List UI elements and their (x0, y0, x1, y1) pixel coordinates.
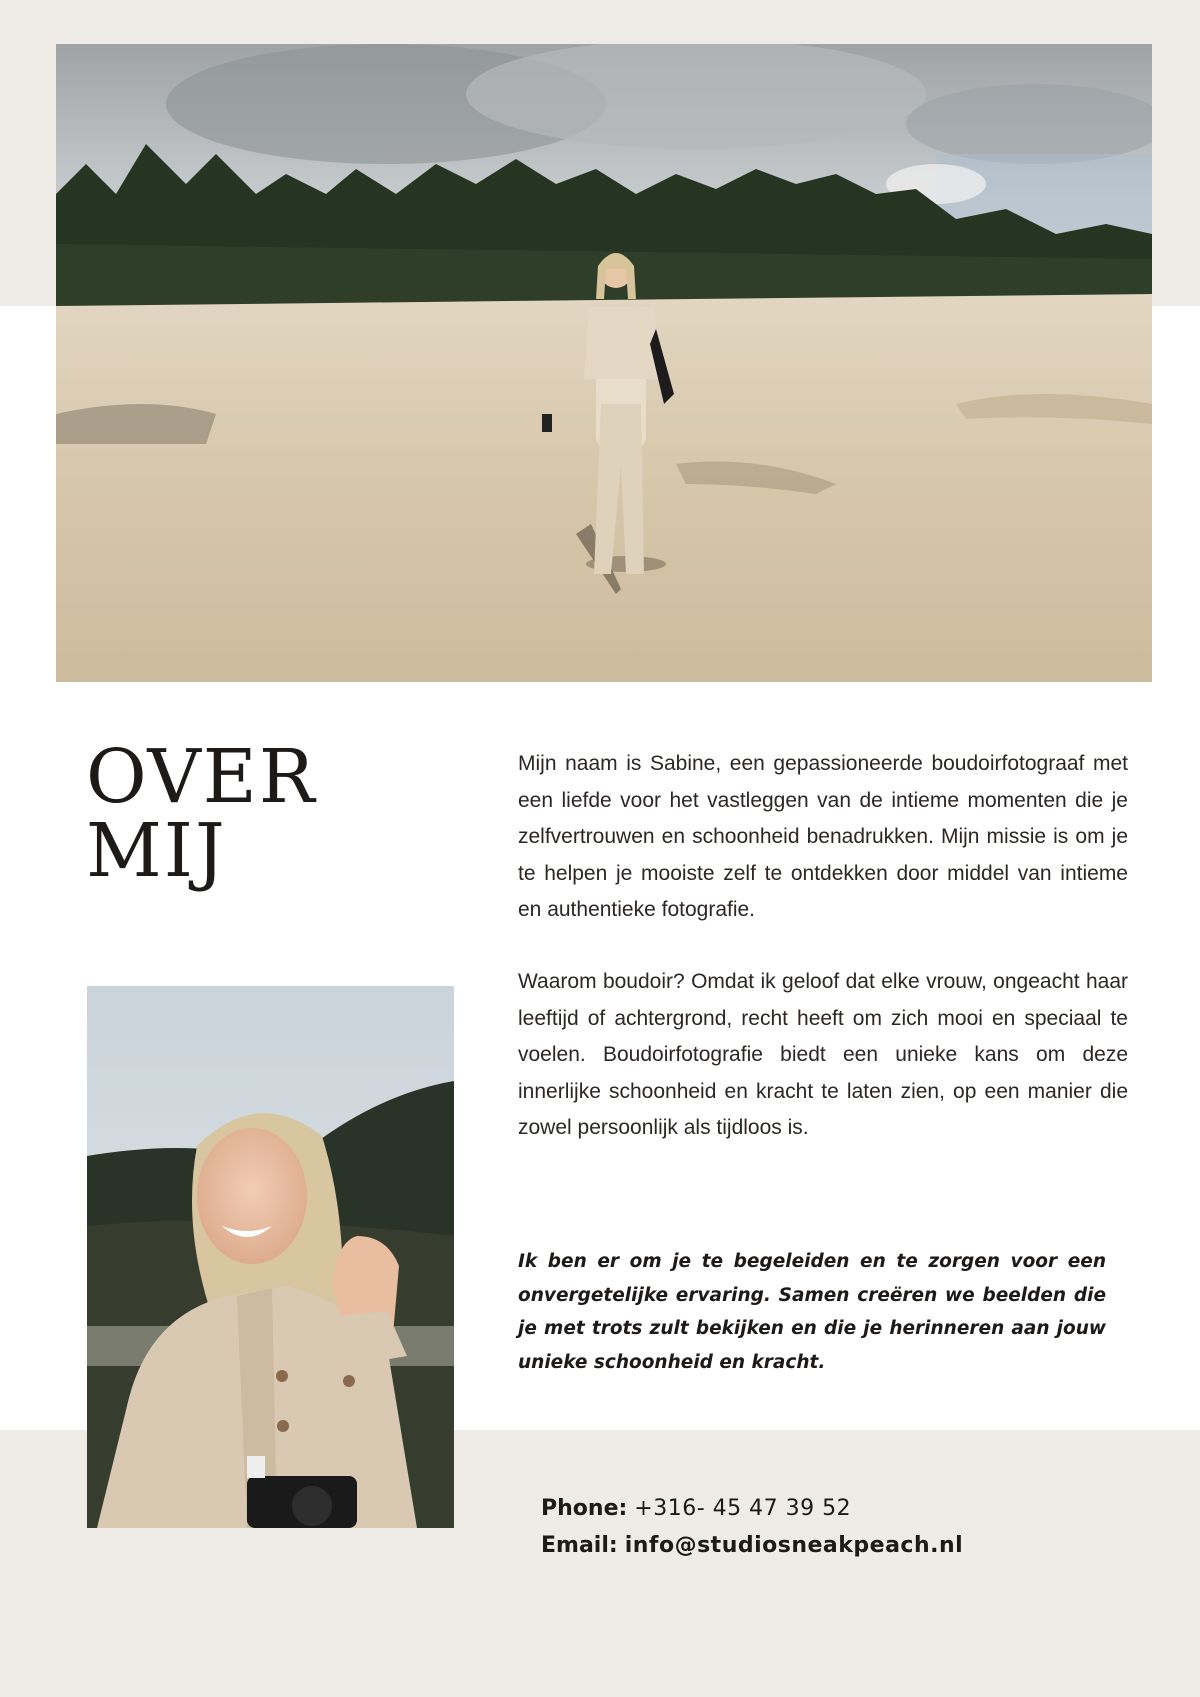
hero-photo (56, 44, 1152, 682)
portrait-photo (87, 986, 454, 1528)
title-line-1: OVER (86, 734, 317, 820)
highlight-quote: Ik ben er om je te begeleiden en te zorgen voor een onvergetelijke ervaring. Samen creëren we beelden die je met trots zult bekijken en die je herinneren aan jouw unieke schoonheid en kracht. (518, 1251, 1106, 1373)
phone-label: Phone: (541, 1496, 628, 1521)
phone-value[interactable]: +316- 45 47 39 52 (634, 1496, 852, 1521)
email-value[interactable]: info@studiosneakpeach.nl (624, 1533, 964, 1558)
title-line-2: MIJ (86, 808, 227, 894)
email-label: Email: (541, 1533, 618, 1558)
email-row (541, 1527, 1141, 1564)
contact-block (541, 1490, 1141, 1564)
why-boudoir-paragraph: Waarom boudoir? Omdat ik geloof dat elke vrouw, ongeacht haar leeftijd of achtergrond, recht heeft om zich mooi en speciaal te voelen. Boudoirfotografie biedt een unieke kans om deze innerlijke schoonheid en kracht te laten zien, op een manier die zowel persoonlijk als tijdloos is. (518, 970, 1128, 1139)
page-title (86, 734, 386, 894)
phone-row (541, 1490, 1141, 1527)
intro-paragraph: Mijn naam is Sabine, een gepassioneerde boudoirfotograaf met een liefde voor het vastleggen van de intieme momenten die je zelfvertrouwen en schoonheid benadrukken. Mijn missie is om je te helpen je mooiste zelf te ontdekken door middel van intieme en authentieke fotografie. (518, 752, 1128, 921)
